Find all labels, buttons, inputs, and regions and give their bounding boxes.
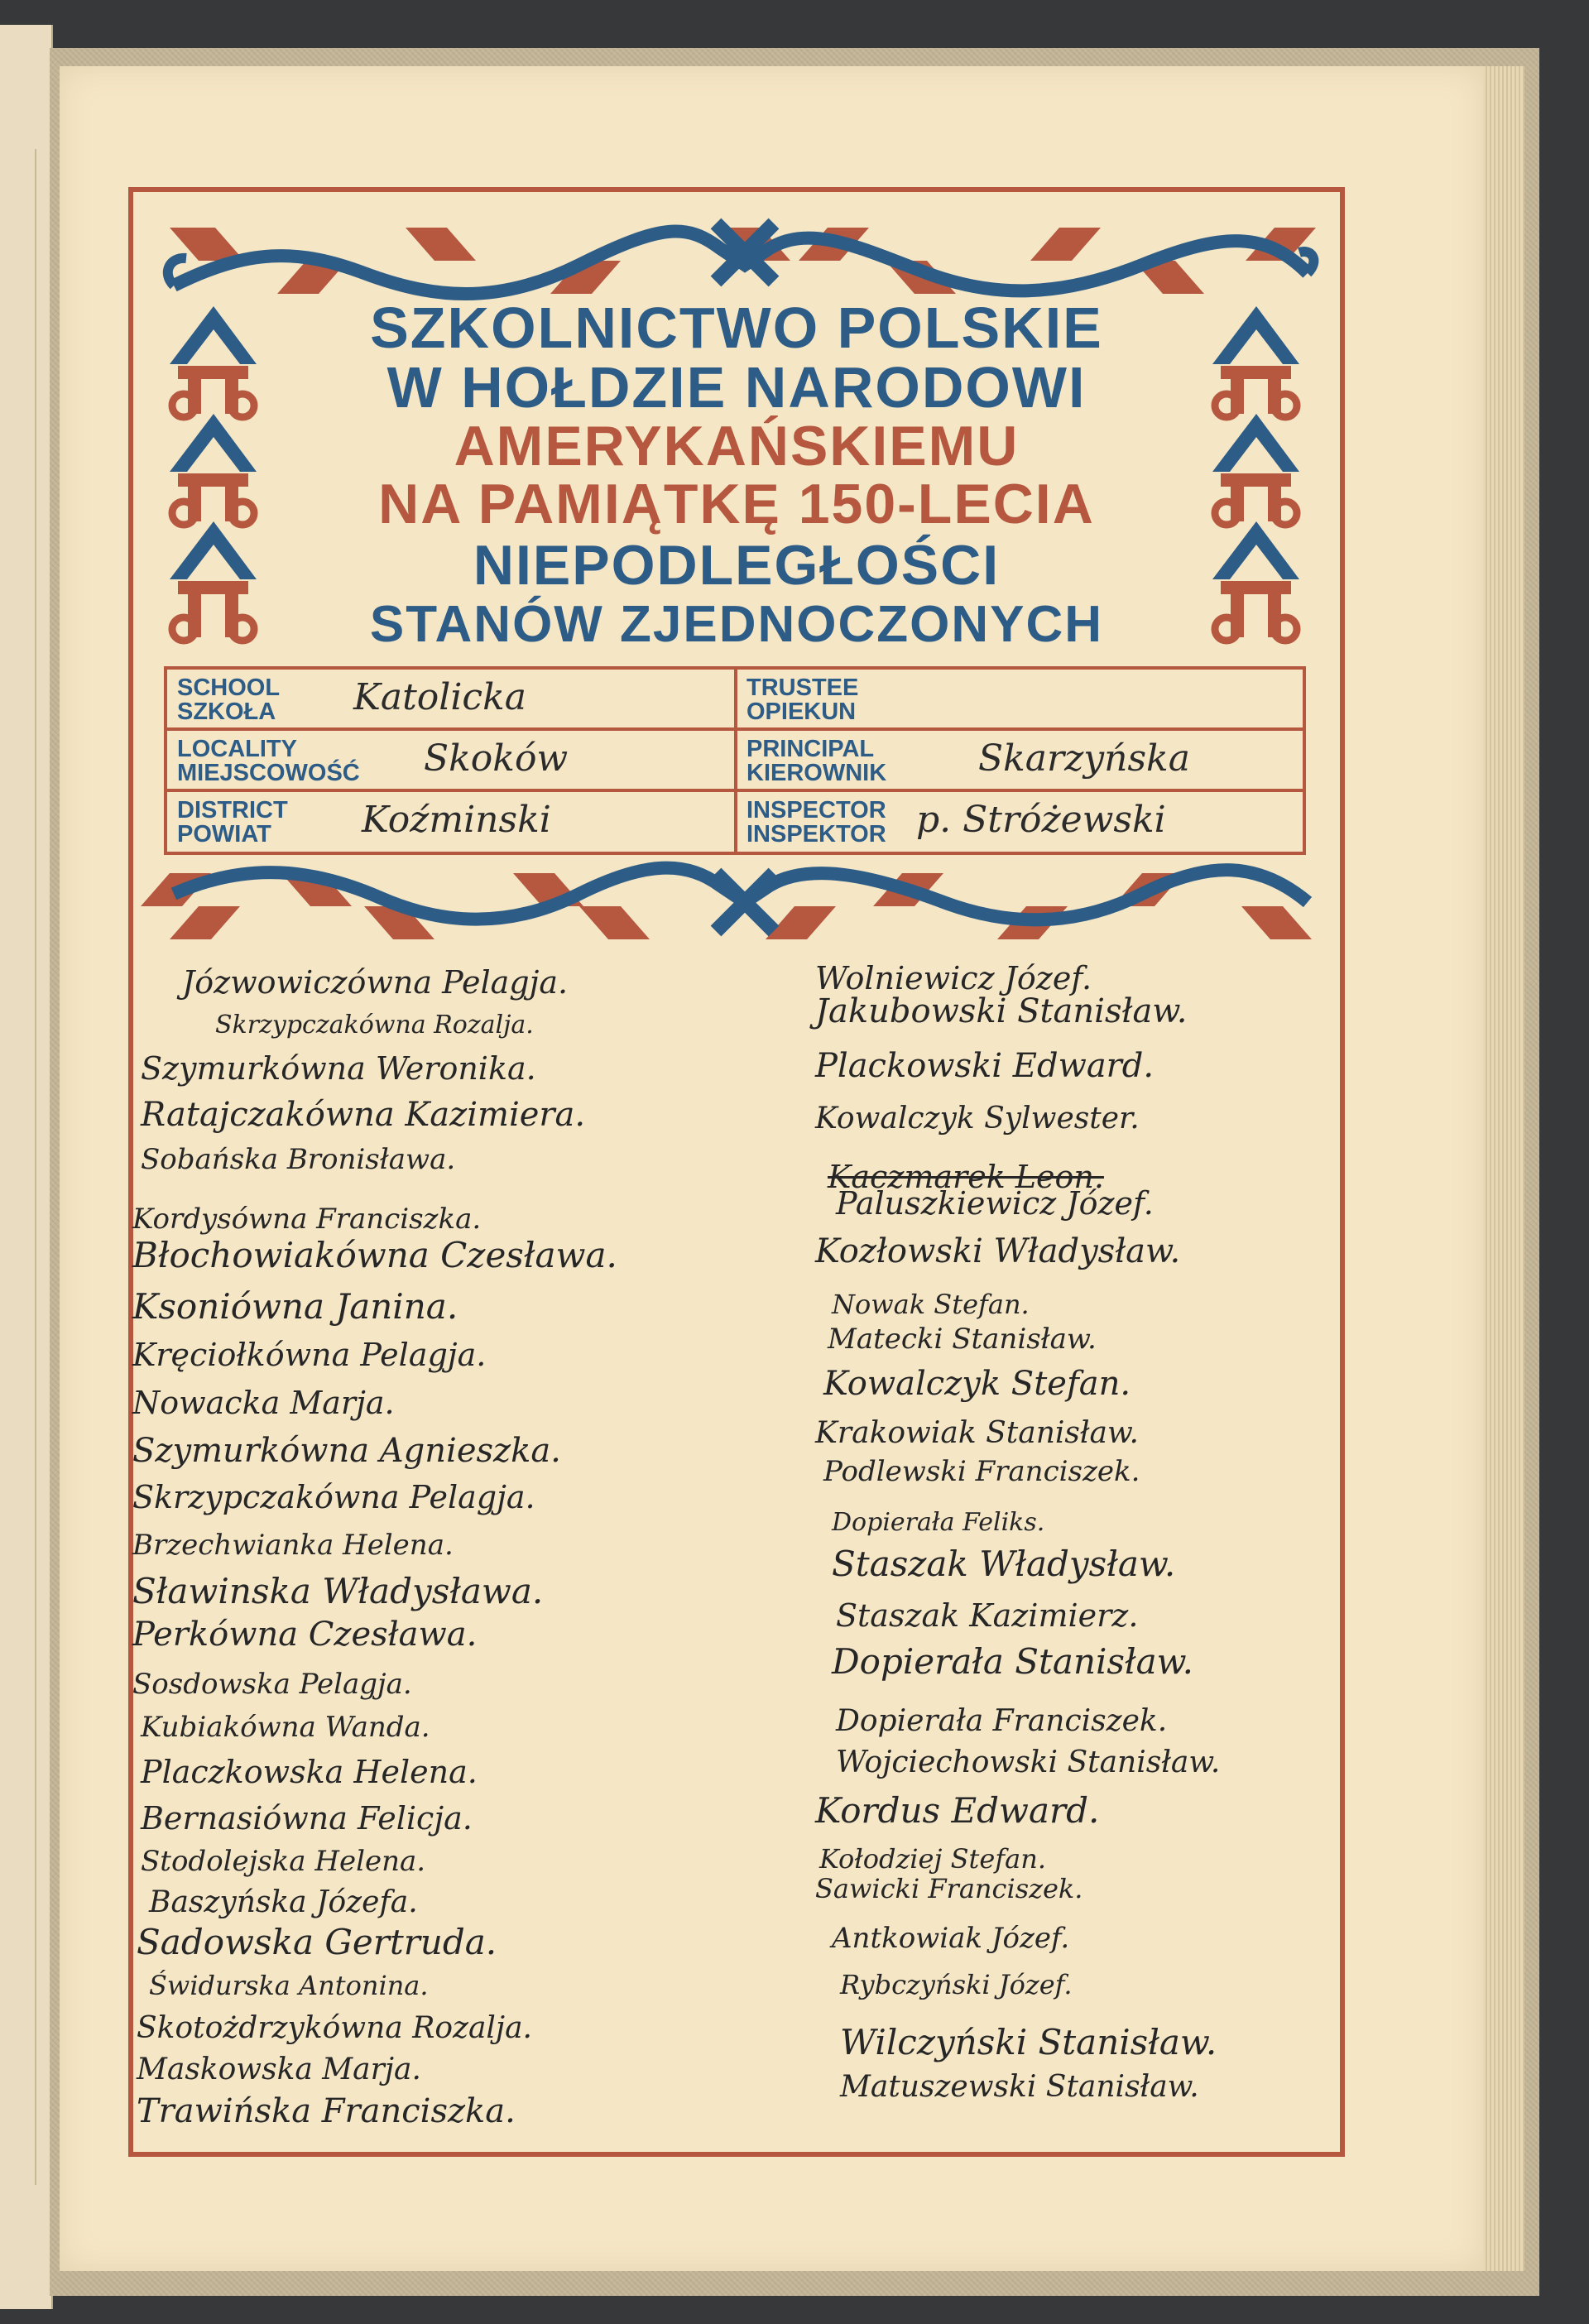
principal-label: PRINCIPAL KIEROWNIK: [746, 736, 887, 786]
title-line-5: NIEPODLEGŁOŚCI: [473, 534, 1001, 597]
name-entry: Wolniewicz Józef.: [815, 960, 1092, 996]
name-entry: Placzkowska Helena.: [141, 1754, 478, 1790]
name-entry: Paluszkiewicz Józef.: [836, 1185, 1154, 1222]
right-side-ornaments: [1212, 306, 1299, 641]
name-entry: Sawicki Franciszek.: [815, 1873, 1083, 1904]
name-entry: Plackowski Edward.: [815, 1047, 1155, 1085]
name-entry: Nowak Stefan.: [832, 1289, 1030, 1320]
name-entry: Dopierała Franciszek.: [836, 1704, 1168, 1738]
title-line-4: NA PAMIĄTKĘ 150-LECIA: [378, 473, 1095, 535]
name-entry: Kołodziej Stefan.: [819, 1843, 1046, 1875]
name-entry: Podlewski Franciszek.: [823, 1455, 1140, 1488]
title-block: [265, 295, 1208, 654]
school-label: SCHOOL SZKOŁA: [177, 675, 281, 725]
district-value: Koźminski: [362, 799, 551, 841]
names-left-column: [132, 964, 703, 2130]
name-entry: Matuszewski Stanisław.: [840, 2070, 1199, 2104]
name-entry: Wilczyński Stanisław.: [840, 2022, 1217, 2062]
name-entry: Dopierała Stanisław.: [832, 1641, 1193, 1682]
name-entry: Błochowiakówna Czesława.: [132, 1235, 617, 1275]
title-line-1: SZKOLNICTWO POLSKIE: [370, 295, 1103, 360]
name-entry: Stodolejska Helena.: [141, 1845, 426, 1878]
name-entry: Sadowska Gertruda.: [137, 1922, 497, 1962]
name-entry: Ksoniówna Janina.: [132, 1286, 458, 1327]
name-entry: Maskowska Marja.: [137, 2053, 421, 2086]
name-entry: Kubiakówna Wanda.: [141, 1711, 430, 1744]
name-entry: Józwowiczówna Pelagja.: [182, 964, 569, 1001]
locality-label: LOCALITY MIEJSCOWOŚĆ: [177, 736, 360, 786]
name-entry: Staszak Kazimierz.: [836, 1597, 1139, 1634]
name-entry: Perkówna Czesława.: [132, 1616, 478, 1654]
name-entry: Dopierała Feliks.: [832, 1508, 1045, 1537]
name-entry: Jakubowski Stanisław.: [815, 992, 1188, 1030]
name-entry: Sosdowska Pelagja.: [132, 1668, 412, 1701]
name-entry: Sławinska Władysława.: [132, 1571, 544, 1611]
title-line-6: STANÓW ZJEDNOCZONYCH: [369, 596, 1104, 653]
name-entry: Kaczmarek Leon.: [828, 1159, 1104, 1195]
table-divider: [734, 670, 737, 852]
name-entry: Ratajczakówna Kazimiera.: [141, 1096, 586, 1134]
name-entry: Brzechwianka Helena.: [132, 1529, 454, 1562]
name-entry: Kordysówna Franciszka.: [132, 1203, 482, 1236]
name-entry: Szymurkówna Weronika.: [141, 1050, 536, 1087]
inspector-value: p. Stróżewski: [916, 799, 1166, 841]
name-entry: Antkowiak Józef.: [832, 1922, 1070, 1955]
district-label: DISTRICT POWIAT: [177, 797, 288, 847]
trustee-label: TRUSTEE OPIEKUN: [746, 675, 859, 725]
name-entry: Trawińska Franciszka.: [137, 2092, 516, 2130]
name-entry: Kordus Edward.: [815, 1790, 1100, 1831]
names-right-column: [815, 960, 1328, 2119]
title-line-2: W HOŁDZIE NARODOWI: [386, 355, 1087, 420]
name-entry: Skrzypczakówna Pelagja.: [132, 1479, 535, 1515]
title-line-3: AMERYKAŃSKIEMU: [454, 415, 1020, 478]
name-entry: Nowacka Marja.: [132, 1385, 395, 1421]
name-entry: Wojciechowski Stanisław.: [836, 1745, 1221, 1779]
name-entry: Kowalczyk Sylwester.: [815, 1102, 1140, 1136]
name-entry: Bernasiówna Felicja.: [141, 1800, 473, 1837]
name-entry: Krakowiak Stanisław.: [815, 1416, 1139, 1450]
name-entry: Sobańska Bronisława.: [141, 1143, 456, 1176]
locality-value: Skoków: [424, 737, 569, 780]
name-entry: Kowalczyk Stefan.: [823, 1365, 1131, 1403]
name-entry: Kozłowski Władysław.: [815, 1232, 1181, 1270]
name-entry: Matecki Stanisław.: [828, 1323, 1097, 1356]
name-entry: Skotożdrzykówna Rozalja.: [137, 2011, 533, 2045]
name-entry: Szymurkówna Agnieszka.: [132, 1432, 561, 1470]
name-entry: Świdurska Antonina.: [149, 1970, 429, 2001]
name-entry: Skrzypczakówna Rozalja.: [215, 1011, 534, 1040]
principal-value: Skarzyńska: [978, 737, 1190, 780]
name-entry: Baszyńska Józefa.: [149, 1885, 418, 1919]
name-entry: Staszak Władysław.: [832, 1544, 1176, 1584]
school-value: Katolicka: [353, 676, 526, 718]
name-entry: Kręciołkówna Pelagja.: [132, 1337, 487, 1373]
name-entry: Rybczyński Józef.: [840, 1969, 1073, 2000]
left-side-ornaments: [170, 306, 257, 641]
inspector-label: INSPECTOR INSPEKTOR: [746, 797, 886, 847]
school-info-table: [164, 666, 1306, 855]
